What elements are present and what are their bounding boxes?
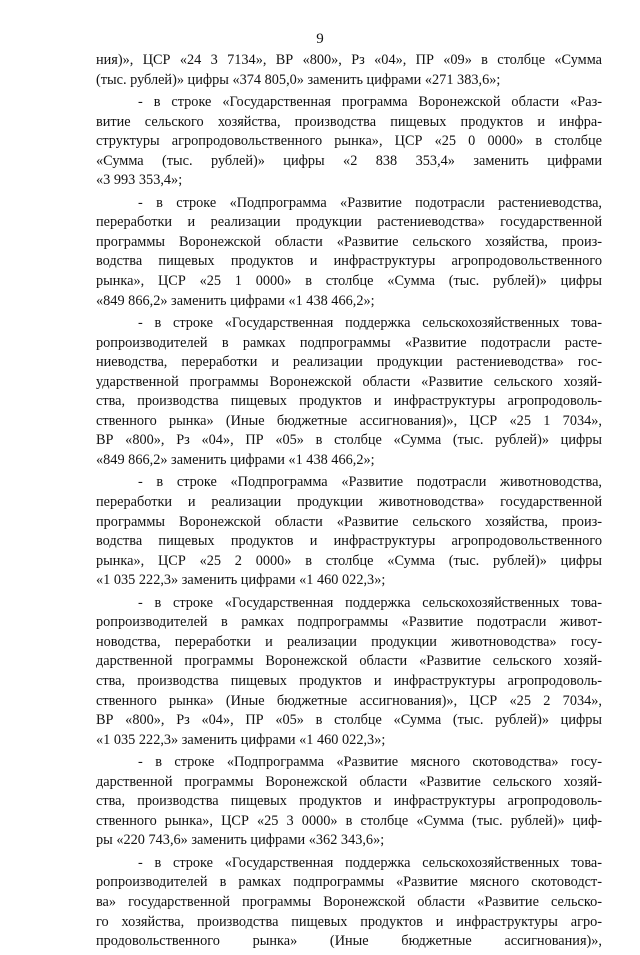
text-line: дарственной программы Воронежской области «Развитие сельского хозяй- (96, 773, 602, 790)
text-line: ударственной программы Воронежской области «Развитие сельского хозяй- (96, 373, 602, 390)
text-line: - в строке «Подпрограмма «Развитие мясного скотоводства» госу- (138, 754, 602, 771)
text-line: продовольственного рынка» (Иные бюджетные ассигнования)», (96, 933, 602, 950)
text-line: дарственной программы Воронежской области «Развитие сельского хозяй- (96, 653, 602, 670)
text-line: ропроизводителей в рамках подпрограммы «Развитие мясного скотоводст- (96, 874, 602, 891)
text-line: переработки и реализации продукции растениеводства» государственной (96, 214, 602, 231)
text-line: ния)», ЦСР «24 3 7134», ВР «800», Рз «04», ПР «09» в столбце «Сумма (96, 52, 602, 68)
text-line: переработки и реализации продукции животноводства» государственной (96, 494, 602, 511)
text-line: - в строке «Государственная поддержка сельскохозяйственных това- (138, 854, 602, 871)
text-line: (тыс. рублей)» цифры «374 805,0» заменить цифрами «271 383,6»; (96, 71, 501, 88)
paragraph (96, 473, 602, 590)
paragraph (96, 194, 602, 311)
text-line: водства пищевых продуктов и инфраструктуры агропродовольственного (96, 253, 602, 270)
text-line: «849 866,2» заменить цифрами «1 438 466,2»; (96, 451, 375, 468)
text-line: программы Воронежской области «Развитие сельского хозяйства, произ- (96, 513, 602, 530)
text-line: водства пищевых продуктов и инфраструктуры агропродовольственного (96, 533, 602, 550)
paragraph (96, 314, 602, 470)
text-line: структуры агропродовольственного рынка», ЦСР «25 0 0000» в столбце (96, 133, 602, 150)
text-line: ственного рынка», ЦСР «25 3 0000» в столбце «Сумма (тыс. рублей)» циф- (96, 812, 602, 829)
text-line: новодства, переработки и реализации продукции животноводства» госу- (96, 633, 602, 650)
text-line: витие сельского хозяйства, производства пищевых продуктов и инфра- (96, 113, 602, 130)
text-line: «3 993 353,4»; (96, 172, 183, 189)
paragraph (96, 753, 602, 851)
text-line: ропроизводителей в рамках подпрограммы «Развитие подотрасли живот- (96, 614, 602, 631)
paragraph (96, 854, 602, 952)
text-line: ниеводства, переработки и реализации продукции растениеводства» гос- (96, 354, 602, 371)
text-line: ропроизводителей в рамках подпрограммы «Развитие подотрасли расте- (96, 334, 602, 351)
text-line: го хозяйства, производства пищевых продуктов и инфраструктуры агро- (96, 913, 602, 930)
body-text (96, 51, 602, 955)
text-line: - в строке «Государственная поддержка сельскохозяйственных това- (138, 315, 602, 332)
text-line: - в строке «Подпрограмма «Развитие подотрасли животноводства, (138, 474, 602, 491)
page-number: 9 (316, 31, 324, 47)
text-line: ры «220 743,6» заменить цифрами «362 343,6»; (96, 832, 385, 849)
text-line: ВР «800», Рз «04», ПР «05» в столбце «Сумма (тыс. рублей)» цифры (96, 432, 602, 449)
text-line: - в строке «Подпрограмма «Развитие подотрасли растениеводства, (138, 194, 602, 211)
text-line: ства, производства пищевых продуктов и инфраструктуры агропродоволь- (96, 672, 602, 689)
text-line: «849 866,2» заменить цифрами «1 438 466,2»; (96, 292, 375, 309)
paragraph (96, 594, 602, 750)
text-line: - в строке «Государственная программа Воронежской области «Раз- (138, 94, 602, 111)
text-line: «Сумма (тыс. рублей)» цифры «2 838 353,4» заменить цифрами (96, 152, 602, 169)
text-line: ства, производства пищевых продуктов и инфраструктуры агропродоволь- (96, 393, 602, 410)
text-line: «1 035 222,3» заменить цифрами «1 460 022,3»; (96, 572, 386, 589)
paragraph (96, 51, 602, 90)
text-line: ва» государственной программы Воронежской области «Развитие сельско- (96, 893, 602, 910)
text-line: «1 035 222,3» заменить цифрами «1 460 022,3»; (96, 731, 386, 748)
text-line: ства, производства пищевых продуктов и инфраструктуры агропродоволь- (96, 793, 602, 810)
text-line: ВР «800», Рз «04», ПР «05» в столбце «Сумма (тыс. рублей)» цифры (96, 712, 602, 729)
text-line: - в строке «Государственная поддержка сельскохозяйственных това- (138, 594, 602, 611)
text-line: рынка», ЦСР «25 1 0000» в столбце «Сумма (тыс. рублей)» цифры (96, 273, 602, 290)
text-line: рынка», ЦСР «25 2 0000» в столбце «Сумма (тыс. рублей)» цифры (96, 552, 602, 569)
paragraph (96, 93, 602, 191)
text-line: программы Воронежской области «Развитие сельского хозяйства, произ- (96, 233, 602, 250)
text-line: ственного рынка» (Иные бюджетные ассигнования)», ЦСР «25 1 7034», (96, 412, 602, 429)
text-line: ственного рынка» (Иные бюджетные ассигнования)», ЦСР «25 2 7034», (96, 692, 602, 709)
